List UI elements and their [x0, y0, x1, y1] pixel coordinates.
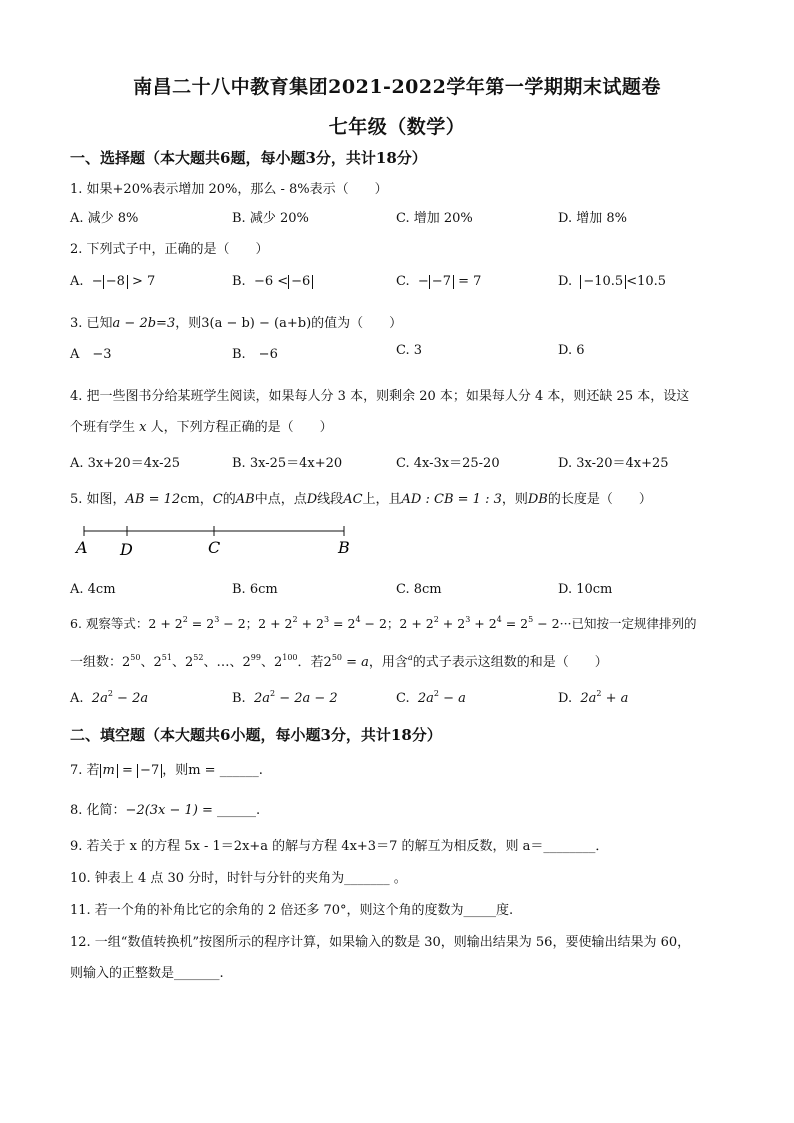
- q4-option-b: B. 3x-25＝4x+20: [232, 456, 343, 471]
- q6-eq1-b: = 2: [187, 616, 215, 631]
- q5-post: 的长度是（ ）: [547, 492, 652, 507]
- q5-mid4: 上，且: [362, 492, 402, 507]
- question-9: 9. 若关于 x 的方程 5x - 1＝2x+a 的解与方程 4x+3＝7 的解互为相反数，则 a＝________．: [70, 839, 609, 854]
- q1-option-a: A. 减少 8%: [70, 211, 139, 226]
- q6-eq2-sup1: 2: [292, 615, 298, 624]
- q6-eq2-sup2: 3: [323, 615, 330, 624]
- question-6-line-2: 一组数：$2^{50}$、$2^{51}$、$2^{52}$、…、$2^{99}$、$2^{100}$．若$2^{50} = a$，用含$^a$的式子表示这组数的和是（ ）: [70, 653, 608, 670]
- q6-eq3-b: + 2: [438, 616, 466, 631]
- q6-dots: 、…、: [203, 655, 243, 670]
- q2-d-label: D.: [558, 274, 573, 289]
- q6-option-c: [396, 691, 466, 706]
- q2-option-c: C. − −7 = 7: [396, 274, 482, 289]
- q5-option-c: C. 8cm: [396, 582, 442, 597]
- q6-line2-mid2: ，用含: [368, 655, 408, 670]
- q3-option-a: A −3: [70, 347, 112, 362]
- q6-n2-exp: 51: [161, 653, 172, 662]
- q4-variable: x: [139, 420, 147, 435]
- question-5-stem: [70, 488, 652, 507]
- q6-b-val: 2a: [253, 691, 270, 706]
- q7-abs-m: m: [100, 764, 118, 778]
- q3-stem-post: 的值为（ ）: [311, 316, 403, 331]
- q5-option-a: A. 4cm: [70, 582, 116, 597]
- q1-option-d: D. 增加 8%: [558, 211, 627, 226]
- q6-eq1-sup1: 2: [182, 615, 188, 624]
- q6-eq3-e: − 2···: [533, 616, 572, 631]
- q6-eq3-a: 2 + 2: [399, 616, 434, 631]
- q5-unit: cm，: [180, 492, 213, 507]
- label-a: A: [76, 538, 88, 557]
- label-c: C: [208, 538, 221, 557]
- label-d: D: [120, 540, 133, 559]
- q5-pre: 5. 如图，: [70, 492, 126, 507]
- q1-option-b: B. 减少 20%: [232, 211, 309, 226]
- q6-n1: 2: [122, 655, 131, 670]
- question-4-line-2: [70, 416, 333, 435]
- q6-n4: 2: [242, 655, 251, 670]
- q6-a-end: − 2a: [112, 691, 149, 706]
- q2-a-relation: > 7: [132, 274, 156, 289]
- q8-pre: 8. 化简：: [70, 803, 126, 818]
- q6-eq3-sup1: 2: [433, 615, 439, 624]
- q4-line2-pre: 个班有学生: [70, 420, 136, 435]
- q2-c-abs: −7: [429, 275, 454, 289]
- q5-point-c: C: [212, 492, 223, 507]
- q3-expression: 3(a − b) − (a+b): [201, 316, 312, 331]
- q8-expression: −2(3x − 1) =: [125, 803, 213, 818]
- q6-eq2-a: 2 + 2: [258, 616, 293, 631]
- q5-point-d: D: [306, 492, 318, 507]
- q1-option-c: C. 增加 20%: [396, 211, 473, 226]
- q5-option-b: B. 6cm: [232, 582, 278, 597]
- q2-b-left: −6 <: [253, 274, 289, 289]
- q6-cond-base: 2: [323, 655, 332, 670]
- q2-option-b: [232, 274, 313, 289]
- q6-b-label: B.: [232, 691, 246, 706]
- q5-option-d: D. 10cm: [558, 582, 613, 597]
- q5-mid1: 的: [222, 492, 236, 507]
- q6-line1-post: 已知按一定规律排列的: [571, 616, 697, 631]
- q5-ab-length: AB = 12: [125, 492, 181, 507]
- q6-c-exp: 2: [433, 689, 440, 698]
- question-10: 10. 钟表上 4 点 30 分时，时针与分针的夹角为_______ 。: [70, 871, 407, 886]
- q5-mid5: ，则: [501, 492, 528, 507]
- q6-option-a: [70, 691, 148, 706]
- q6-eq1-sup2: 3: [214, 615, 220, 624]
- q3-option-c: C. 3: [396, 343, 423, 358]
- q6-b-end: − 2a − 2: [275, 691, 338, 706]
- q3-stem-mid: ，则: [175, 316, 202, 331]
- section-1-heading: 一、选择题（本大题共6题，每小题3分，共计18分）: [70, 149, 427, 167]
- q6-n5-exp: 100: [282, 653, 298, 662]
- q6-n3-exp: 52: [193, 653, 204, 662]
- q6-option-b: [232, 691, 338, 706]
- q6-eq3-sup3: 4: [496, 615, 502, 624]
- q2-d-abs: −10.5: [580, 275, 626, 289]
- q6-eq3-d: = 2: [501, 616, 529, 631]
- q6-eq2-b: + 2: [297, 616, 324, 631]
- q6-equation-1: [148, 616, 258, 631]
- question-8: [70, 799, 260, 818]
- q6-c-end: − a: [439, 691, 466, 706]
- q5-segment-db: DB: [527, 492, 548, 507]
- q6-eq3-c: + 2: [470, 616, 497, 631]
- q6-b-exp: 2: [269, 689, 276, 698]
- q2-option-a: A. − −8 > 7: [70, 274, 156, 289]
- question-7: [70, 759, 263, 778]
- q6-a-exp: 2: [107, 689, 113, 698]
- q6-d-val: 2a: [580, 691, 597, 706]
- q6-eq2-c: = 2: [329, 616, 356, 631]
- q6-cond-eq: = a: [342, 655, 369, 670]
- exam-subtitle: 七年级（数学）: [328, 116, 466, 138]
- q2-c-relation: = 7: [458, 274, 482, 289]
- q6-equation-3: [399, 616, 571, 631]
- q6-n4-exp: 99: [250, 653, 261, 662]
- q6-n2: 2: [153, 655, 162, 670]
- q5-segment-ac: AC: [343, 492, 363, 507]
- q2-option-d: [558, 274, 666, 289]
- q2-a-label: A.: [70, 274, 84, 289]
- q2-d-relation: <10.5: [626, 274, 667, 289]
- q6-eq2-d: − 2；: [360, 616, 400, 631]
- q7-post: ，则m = ______.: [162, 763, 263, 778]
- q6-n5: 2: [273, 655, 283, 670]
- question-12-line-1: 12. 一组“数值转换机”按图所示的程序计算，如果输入的数是 30，则输出结果为 56，要使输出结果为 60，: [70, 935, 691, 950]
- question-3-stem: [70, 312, 402, 331]
- q6-n3: 2: [184, 655, 194, 670]
- q5-mid2: 中点，点: [254, 492, 307, 507]
- q6-d-label: D.: [558, 691, 573, 706]
- question-12-line-2: 则输入的正整数是_______.: [70, 966, 224, 981]
- label-b: B: [338, 538, 350, 557]
- q6-c-val: 2a: [417, 691, 434, 706]
- q6-eq1-c: − 2；: [219, 616, 259, 631]
- q6-line2-mid: ．若: [297, 655, 324, 670]
- q3-stem-pre: 3. 已知: [70, 316, 113, 331]
- q2-b-abs: −6: [288, 275, 313, 289]
- q2-a-abs: −8: [103, 275, 128, 289]
- section-2-heading: 二、填空题（本大题共6小题，每小题3分，共计18分）: [70, 726, 442, 744]
- q5-segment-ab: AB: [235, 492, 255, 507]
- q7-abs-val: −7: [137, 764, 162, 778]
- q6-line2-post: 的式子表示这组数的和是（ ）: [412, 655, 608, 670]
- q6-d-end: + a: [601, 691, 629, 706]
- q5-ratio: AD : CB = 1 : 3: [401, 492, 502, 507]
- question-2-stem: 2. 下列式子中，正确的是（ ）: [70, 242, 269, 257]
- q6-d-exp: 2: [596, 689, 602, 698]
- q4-option-c: C. 4x-3x＝25-20: [396, 456, 500, 471]
- question-11: 11. 若一个角的补角比它的余角的 2 倍还多 70°，则这个角的度数为_____度.: [70, 903, 514, 918]
- q6-line2-pre: 一组数：: [70, 655, 123, 670]
- q3-option-d: D. 6: [558, 343, 585, 358]
- q6-eq3-sup2: 3: [465, 615, 471, 624]
- q2-c-label: C.: [396, 274, 410, 289]
- q6-eq3-sup4: 5: [528, 615, 534, 624]
- q6-eq2-sup3: 4: [355, 615, 361, 624]
- q5-mid3: 线段: [317, 492, 344, 507]
- q6-n1-exp: 50: [130, 653, 141, 662]
- q4-option-d: D. 3x-20＝4x+25: [558, 456, 669, 471]
- question-1-stem: 1. 如果+20%表示增加 20%，那么 - 8%表示（ ）: [70, 182, 388, 197]
- q6-eq1-a: 2 + 2: [148, 616, 183, 631]
- q6-a-label: A.: [70, 691, 84, 706]
- q6-a-val: 2a: [91, 691, 108, 706]
- q6-line1-pre: 6. 观察等式：: [70, 616, 149, 631]
- q7-eq: =: [117, 763, 138, 778]
- q3-option-b: B. −6: [232, 347, 278, 362]
- question-6-line-1: [70, 614, 697, 632]
- q4-option-a: A. 3x+20＝4x-25: [70, 456, 180, 471]
- q6-option-d: [558, 691, 628, 706]
- q6-equation-2: [258, 616, 399, 631]
- q4-line2-post: 人，下列方程正确的是（ ）: [150, 420, 333, 435]
- q5-segment-diagram: [72, 517, 362, 563]
- q6-c-label: C.: [396, 691, 410, 706]
- q2-b-label: B.: [232, 274, 246, 289]
- q3-condition: a − 2b=3: [112, 316, 176, 331]
- q6-var: a: [407, 653, 413, 662]
- question-4-line-1: 4. 把一些图书分给某班学生阅读，如果每人分 3 本，则剩余 20 本；如果每人分 4 本，则还缺 25 本，设这: [70, 389, 690, 404]
- exam-title: 南昌二十八中教育集团2021-2022学年第一学期期末试题卷: [133, 76, 661, 98]
- q8-post: ______.: [212, 803, 261, 818]
- q7-pre: 7. 若: [70, 763, 100, 778]
- q6-cond-exp: 50: [331, 653, 342, 662]
